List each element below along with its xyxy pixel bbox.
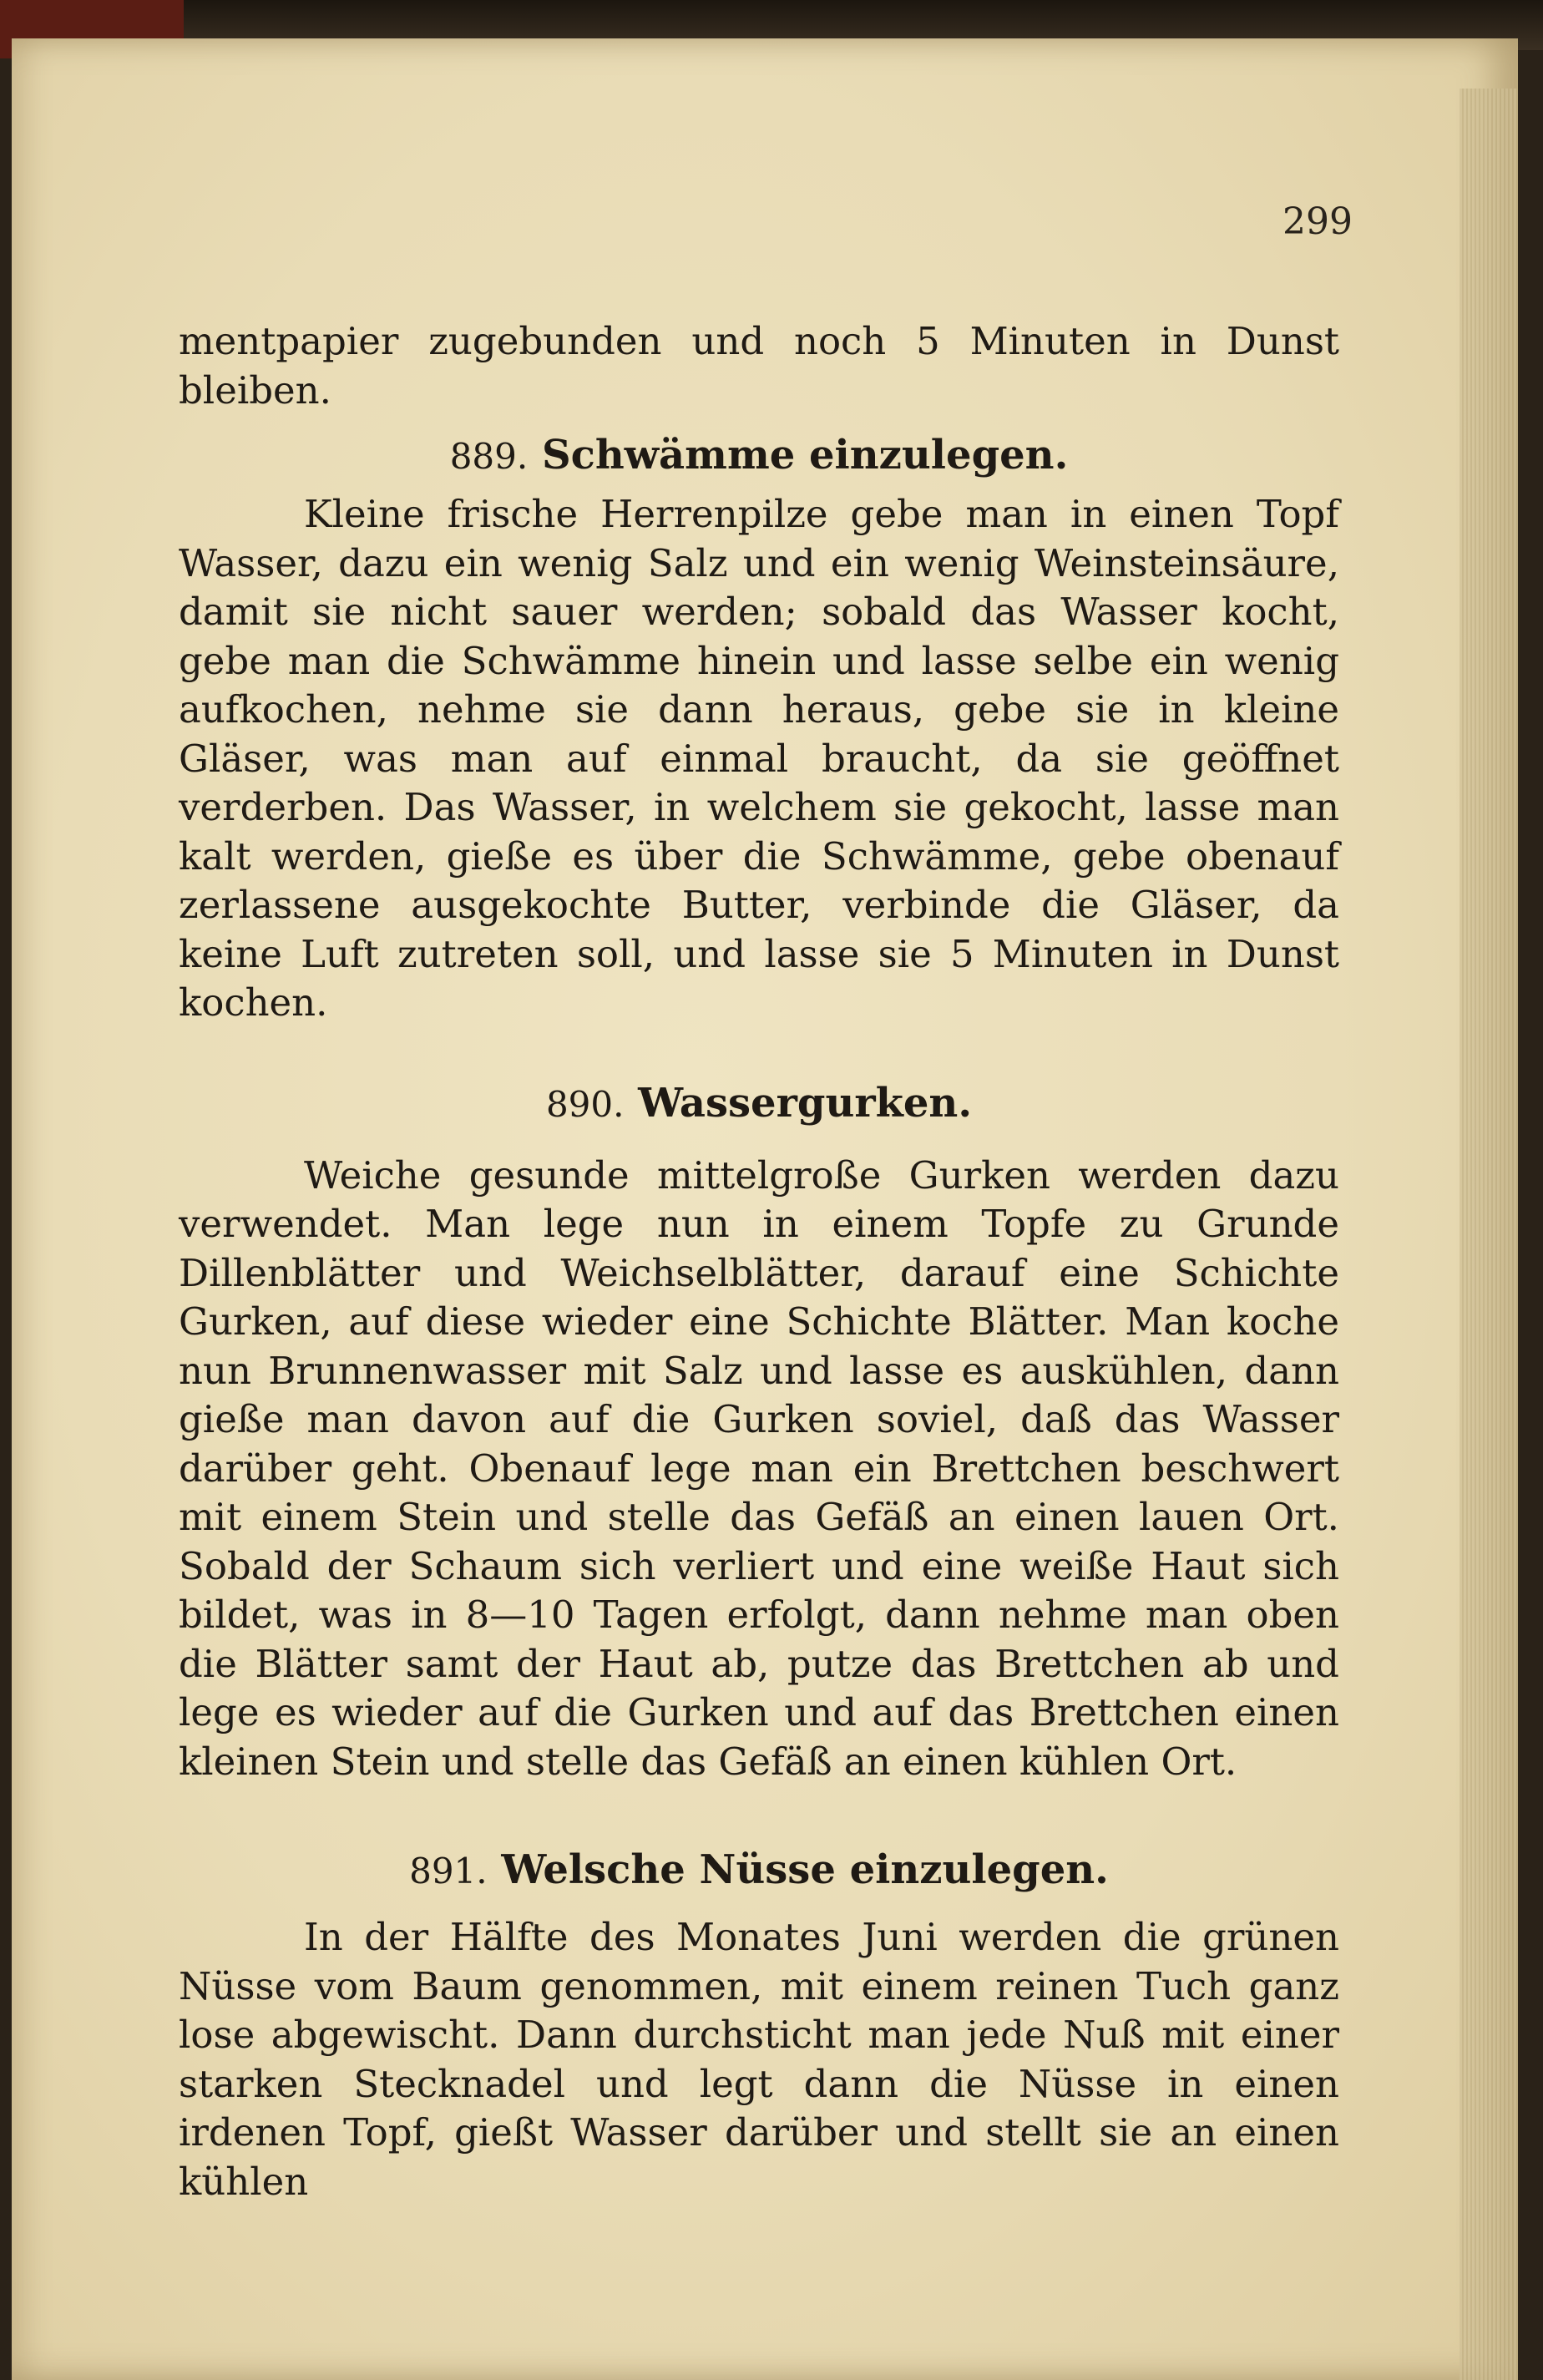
recipe-heading-890 (179, 1078, 1339, 1130)
recipe-body-891: In der Hälfte des Monates Juni werden die grünen Nüsse vom Baum genommen, mit einem reinen Tuch ganz lose abgewischt. Dann durchsticht man jede Nuß mit einer starken Stecknadel und legt dann die Nüsse in einen irdenen Topf, gießt Wasser darüber und stellt sie an einen kühlen (179, 1915, 1339, 2204)
recipe-title: Schwämme einzulegen. (541, 432, 1069, 479)
recipe-number: 890. (545, 1083, 625, 1125)
page-stack-edge (1460, 89, 1518, 2380)
recipe-title: Welsche Nüsse einzulegen. (501, 1846, 1109, 1893)
recipe-number: 891. (409, 1851, 488, 1891)
continuation-paragraph: mentpapier zugebunden und noch 5 Minuten in Dunst bleiben. (179, 319, 1339, 413)
recipe-number: 889. (449, 436, 529, 477)
page-number: 299 (1282, 200, 1353, 243)
recipe-heading-891 (179, 1845, 1339, 1896)
recipe-body-889: Kleine frische Herrenpilze gebe man in einen Topf Wasser, dazu ein wenig Salz und ein wenig Weinsteinsäure, damit sie nicht sauer werden; sobald das Wasser kocht, gebe man die Schwämme hinein und lasse selbe ein wenig aufkochen, nehme sie dann heraus, gebe sie in kleine Gläser, was man auf einmal braucht, da sie geöffnet verderben. Das Wasser, in welchem sie gekocht, lasse man kalt werden, gieße es über die Schwämme, gebe obenauf zerlassene ausgekochte Butter, verbinde die Gläser, da keine Luft zutreten soll, und lasse sie 5 Minuten in Dunst kochen. (179, 492, 1339, 1025)
recipe-heading-889 (179, 430, 1339, 482)
page-text (179, 192, 1339, 2206)
recipe-title: Wassergurken. (638, 1079, 973, 1127)
recipe-body-890: Weiche gesunde mittelgroße Gurken werden dazu verwendet. Man lege nun in einem Topfe zu Grunde Dillenblätter und Weichselblätter, darauf eine Schichte Gurken, auf diese wieder eine Schichte Blätter. Man koche nun Brunnenwasser mit Salz und lasse es auskühlen, dann gieße man davon auf die Gurken soviel, daß das Wasser darüber geht. Obenauf lege man ein Brettchen beschwert mit einem Stein und stelle das Gefäß an einen lauen Ort. Sobald der Schaum sich verliert und eine weiße Haut sich bildet, was in 8—10 Tagen erfolgt, dann nehme man oben die Blätter samt der Haut ab, putze das Brettchen ab und lege es wieder auf die Gurken und auf das Brettchen einen kleinen Stein und stelle das Gefäß an einen kühlen Ort. (179, 1152, 1339, 1784)
